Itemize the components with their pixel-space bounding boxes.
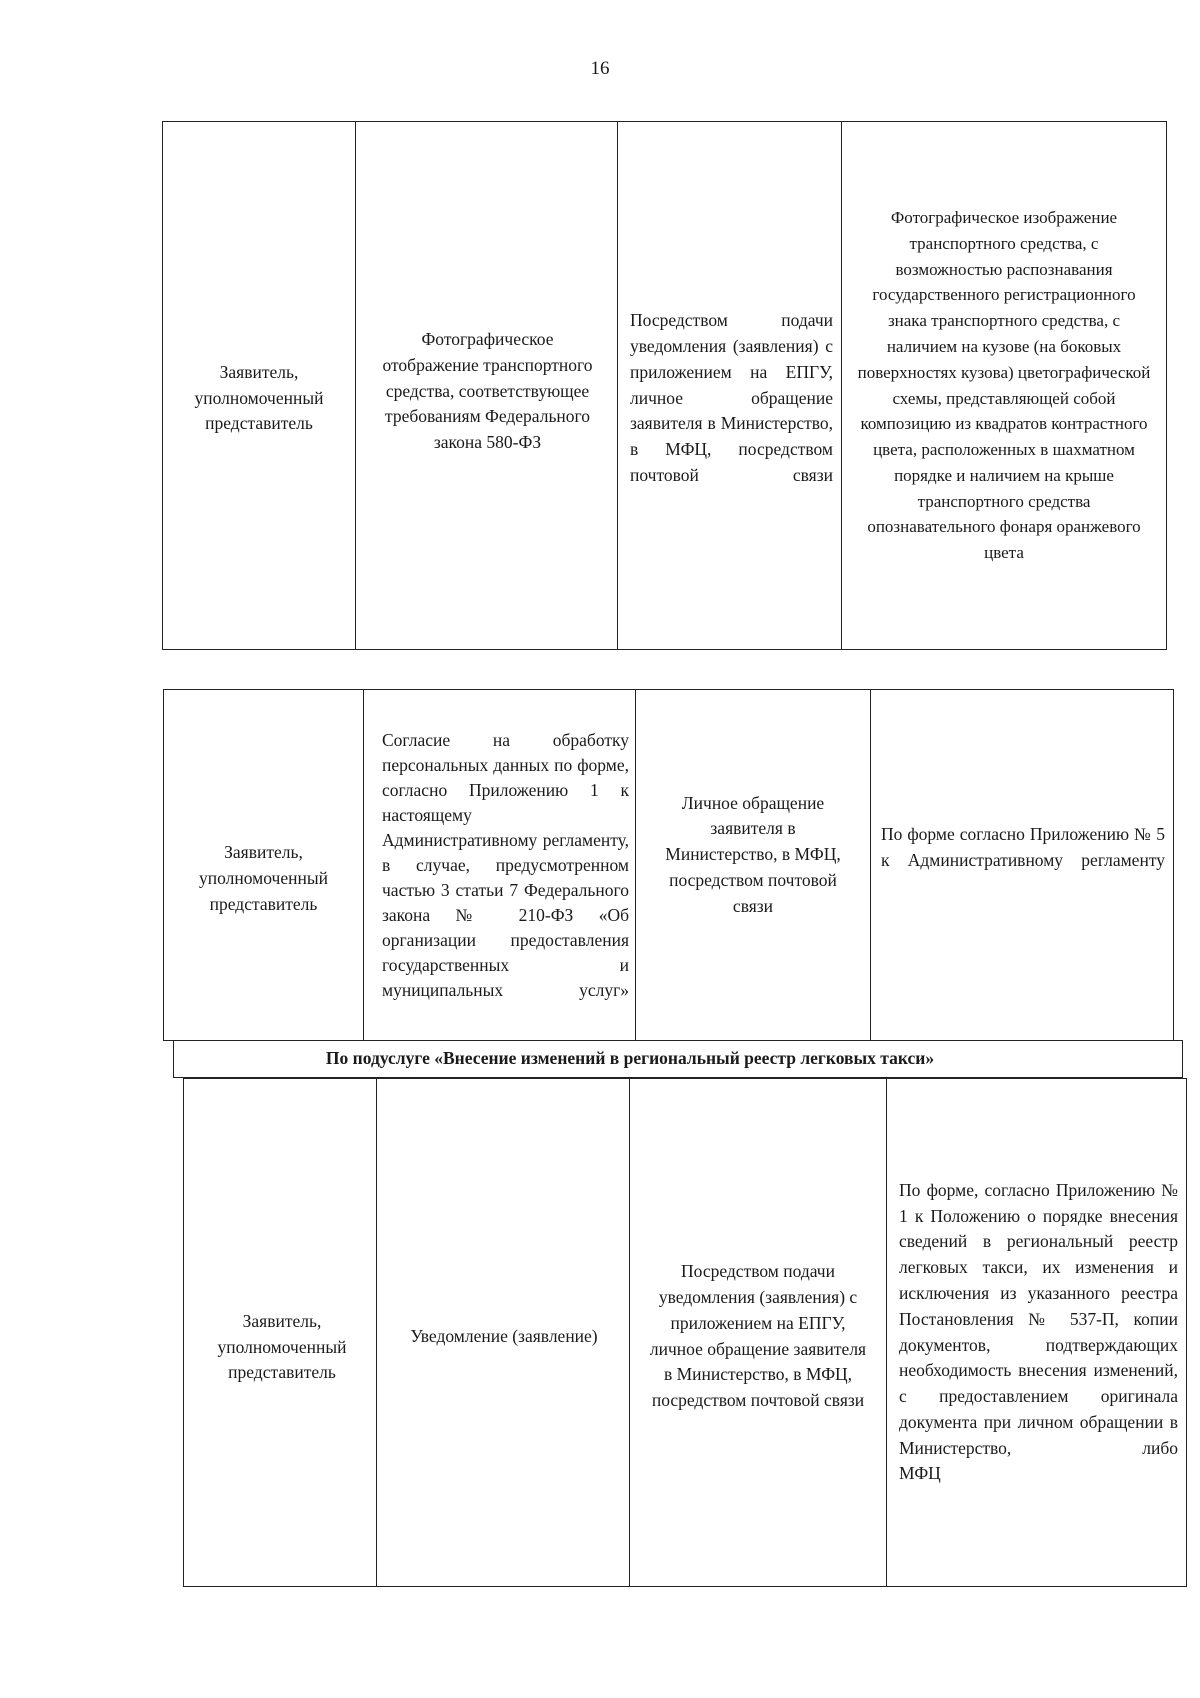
table-row bbox=[164, 690, 1174, 1041]
applicant-cell: Заявитель, уполномоченный представитель bbox=[164, 690, 364, 1041]
document-cell: Фотографическое отображение транспортного средства, соответствующее требованиям Федерального закона 580-ФЗ bbox=[356, 122, 618, 650]
page-number: 16 bbox=[590, 58, 610, 79]
table-row bbox=[184, 1079, 1187, 1587]
method-cell: Личное обращение заявителя в Министерство, в МФЦ, посредством почтовой связи bbox=[636, 690, 871, 1041]
requirements-text: По форме согласно Приложению № 5 к Административному регламенту bbox=[881, 824, 1165, 870]
documents-table-middle bbox=[163, 689, 1174, 1041]
section-heading-row bbox=[174, 1041, 1183, 1078]
requirements-cell bbox=[887, 1079, 1187, 1587]
requirements-text-end: МФЦ bbox=[899, 1463, 941, 1484]
table-row bbox=[163, 122, 1167, 650]
method-cell: Посредством подачи уведомления (заявления) с приложением на ЕПГУ, личное обращение заявителя в Министерство, в МФЦ, посредством почтовой связи bbox=[630, 1079, 887, 1587]
section-heading-table bbox=[173, 1040, 1183, 1078]
method-text: Посредством подачи уведомления (заявления) с приложением на ЕПГУ, личное обращение заявителя в Министерство, в МФЦ, посредством почтовой связи bbox=[630, 310, 833, 485]
section-heading: По подуслуге «Внесение изменений в региональный реестр легковых такси» bbox=[174, 1041, 1183, 1078]
document-text: Согласие на обработку персональных данных по форме, согласно Приложению 1 к настоящему Административному регламенту, в случае, предусмотренном частью 3 статьи 7 Федерального закона № 210-ФЗ «Об организации предоставления государственных и муниципальных услуг» bbox=[382, 729, 629, 1000]
documents-table-upper bbox=[162, 121, 1167, 650]
requirements-cell bbox=[871, 690, 1174, 1041]
method-cell bbox=[618, 122, 842, 650]
applicant-cell: Заявитель, уполномоченный представитель bbox=[184, 1079, 377, 1587]
requirements-text: По форме, согласно Приложению № 1 к Положению о порядке внесения сведений в региональный реестр легковых такси, их изменения и исключения из указанного реестра Постановления № 537-П, копии документов, подтверждающих необходимость внесения изменений, с предоставлением оригинала документа при личном обращении в Министерство, либо bbox=[899, 1179, 1178, 1458]
applicant-cell: Заявитель, уполномоченный представитель bbox=[163, 122, 356, 650]
documents-table-lower bbox=[183, 1078, 1187, 1587]
document-cell: Уведомление (заявление) bbox=[377, 1079, 630, 1587]
requirements-cell: Фотографическое изображение транспортного средства, с возможностью распознавания государственного регистрационного знака транспортного средства, с наличием на кузове (на боковых поверхностях кузова) цветографической схемы, представляющей собой композицию из квадратов контрастного цвета, расположенных в шахматном порядке и наличием на крыше транспортного средства опознавательного фонаря оранжевого цвета bbox=[842, 122, 1167, 650]
document-cell bbox=[364, 690, 636, 1041]
